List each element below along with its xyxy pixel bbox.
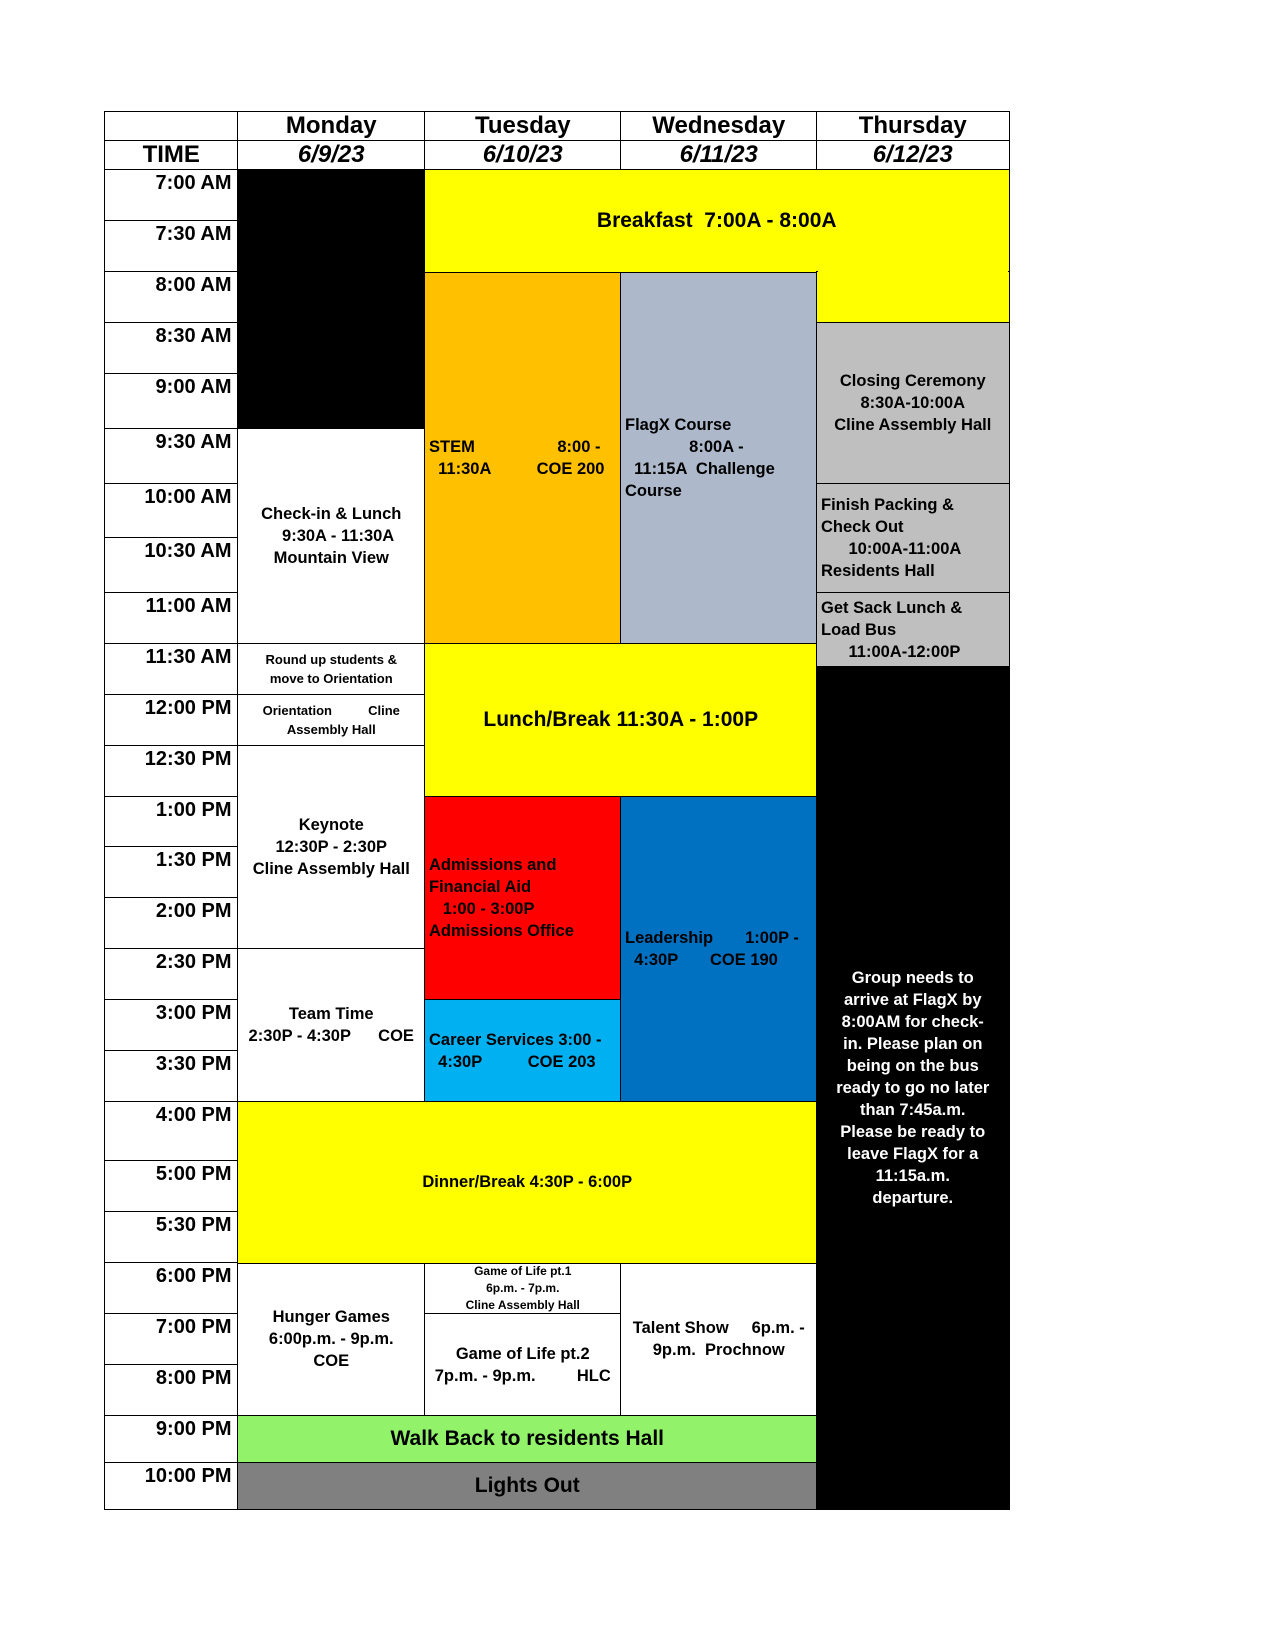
career-services-event-line: Career Services 3:00 - bbox=[429, 1030, 602, 1049]
time-slot: 2:00 PM bbox=[104, 897, 239, 950]
group-note-line: 8:00AM for check- bbox=[841, 1012, 984, 1031]
career-services-event-line: 4:30P COE 203 bbox=[429, 1052, 596, 1071]
flagx-course-event-line: FlagX Course bbox=[625, 415, 732, 434]
closing-ceremony-event bbox=[816, 322, 1010, 485]
day-name-wednesday: Wednesday bbox=[620, 111, 818, 142]
group-note-line: Group needs to bbox=[851, 968, 974, 987]
time-slot: 11:30 AM bbox=[104, 643, 239, 696]
day-date-tuesday: 6/10/23 bbox=[424, 140, 622, 171]
roundup-event bbox=[237, 643, 426, 696]
flagx-course-event-line: 8:00A - bbox=[625, 437, 744, 456]
flagx-course-event-line: 11:15A Challenge bbox=[625, 459, 775, 478]
breakfast-event-label: Breakfast 7:00A - 8:00A bbox=[596, 208, 837, 232]
group-note-line: leave FlagX for a bbox=[847, 1144, 979, 1163]
orientation-event-line: Orientation Cline bbox=[262, 703, 400, 719]
time-slot: 1:00 PM bbox=[104, 796, 239, 848]
leadership-event bbox=[620, 796, 818, 1103]
time-slot: 3:00 PM bbox=[104, 999, 239, 1052]
group-note-line: than 7:45a.m. bbox=[860, 1100, 966, 1119]
finish-packing-event-line: Finish Packing & bbox=[821, 496, 954, 515]
breakfast-event bbox=[424, 169, 1010, 273]
hunger-games-event-line: Hunger Games bbox=[272, 1308, 390, 1327]
time-slot: 9:00 PM bbox=[104, 1415, 239, 1464]
dinner-event-label: Dinner/Break 4:30P - 6:00P bbox=[422, 1173, 633, 1192]
finish-packing-event-line: Check Out bbox=[821, 518, 904, 537]
hunger-games-event bbox=[237, 1262, 426, 1417]
finish-packing-event-line: 10:00A-11:00A bbox=[821, 540, 962, 559]
time-slot: 10:00 AM bbox=[104, 483, 239, 539]
group-note bbox=[816, 666, 1010, 1510]
closing-ceremony-event-line: Cline Assembly Hall bbox=[834, 416, 992, 435]
game-of-life-2-event-line: 7p.m. - 9p.m. HLC bbox=[434, 1366, 611, 1385]
time-slot: 8:30 AM bbox=[104, 322, 239, 375]
talent-show-event bbox=[620, 1262, 818, 1417]
game-of-life-1-event-line: 6p.m. - 7p.m. bbox=[486, 1280, 560, 1295]
sack-lunch-event bbox=[816, 592, 1010, 668]
game-of-life-1-event-line: Cline Assembly Hall bbox=[465, 1297, 580, 1312]
finish-packing-event-line: Residents Hall bbox=[821, 562, 935, 581]
time-slot: 7:30 AM bbox=[104, 220, 239, 273]
admissions-event-line: Admissions Office bbox=[429, 922, 574, 941]
lights-out-event-label: Lights Out bbox=[474, 1473, 580, 1497]
time-slot: 5:00 PM bbox=[104, 1160, 239, 1213]
time-slot: 9:30 AM bbox=[104, 428, 239, 485]
walk-back-event-label: Walk Back to residents Hall bbox=[390, 1427, 664, 1451]
sack-lunch-event-line: 11:00A-12:00P bbox=[821, 642, 961, 661]
game-of-life-1-event bbox=[424, 1262, 622, 1315]
sack-lunch-event-line: Get Sack Lunch & bbox=[821, 598, 963, 617]
keynote-event bbox=[237, 745, 426, 950]
monday-blocked bbox=[237, 169, 426, 430]
lunch-event bbox=[424, 643, 818, 798]
day-name-monday: Monday bbox=[237, 111, 426, 142]
flagx-course-event bbox=[620, 271, 818, 645]
team-time-event bbox=[237, 948, 426, 1103]
talent-show-event-line: Talent Show 6p.m. - bbox=[632, 1319, 805, 1338]
time-slot: 8:00 PM bbox=[104, 1364, 239, 1417]
breakfast-extension bbox=[816, 271, 1010, 324]
closing-ceremony-event-line: 8:30A-10:00A bbox=[860, 394, 966, 413]
game-of-life-1-event-line: Game of Life pt.1 bbox=[474, 1263, 572, 1278]
time-header-blank bbox=[104, 111, 239, 142]
hunger-games-event-line: 6:00p.m. - 9p.m. bbox=[268, 1330, 394, 1349]
leadership-event-line: Leadership 1:00P - bbox=[625, 929, 799, 948]
game-of-life-2-event-line: Game of Life pt.2 bbox=[455, 1344, 590, 1363]
time-slot: 10:00 PM bbox=[104, 1462, 239, 1510]
time-slot: 9:00 AM bbox=[104, 373, 239, 430]
time-slot: 6:00 PM bbox=[104, 1262, 239, 1315]
hunger-games-event-line: COE bbox=[313, 1352, 350, 1371]
orientation-event bbox=[237, 694, 426, 747]
time-slot: 12:30 PM bbox=[104, 745, 239, 798]
admissions-event-line: 1:00 - 3:00P bbox=[429, 900, 535, 919]
team-time-event-line: Team Time bbox=[288, 1005, 374, 1024]
day-name-tuesday: Tuesday bbox=[424, 111, 622, 142]
roundup-event-line: move to Orientation bbox=[269, 671, 393, 687]
talent-show-event-line: 9p.m. Prochnow bbox=[652, 1341, 785, 1360]
admissions-event-line: Financial Aid bbox=[429, 878, 532, 897]
time-slot: 2:30 PM bbox=[104, 948, 239, 1001]
group-note-line: arrive at FlagX by bbox=[843, 990, 982, 1009]
group-note-line: being on the bus bbox=[846, 1056, 979, 1075]
time-slot: 8:00 AM bbox=[104, 271, 239, 324]
walk-back-event bbox=[237, 1415, 818, 1464]
keynote-event-line: Keynote bbox=[298, 816, 364, 835]
career-services-event bbox=[424, 999, 622, 1103]
group-note-line: 11:15a.m. bbox=[875, 1166, 950, 1185]
time-header-label: TIME bbox=[104, 140, 239, 171]
leadership-event-line: 4:30P COE 190 bbox=[625, 951, 778, 970]
time-slot: 10:30 AM bbox=[104, 537, 239, 594]
admissions-event bbox=[424, 796, 622, 1001]
stem-event-line: STEM 8:00 - bbox=[429, 437, 601, 456]
admissions-event-line: Admissions and bbox=[429, 856, 557, 875]
time-slot: 1:30 PM bbox=[104, 846, 239, 899]
time-slot: 4:00 PM bbox=[104, 1101, 239, 1162]
team-time-event-line: 2:30P - 4:30P COE bbox=[248, 1027, 414, 1046]
day-date-thursday: 6/12/23 bbox=[816, 140, 1010, 171]
sack-lunch-event-line: Load Bus bbox=[821, 620, 897, 639]
keynote-event-line: Cline Assembly Hall bbox=[252, 860, 410, 879]
stem-event bbox=[424, 271, 622, 645]
time-slot: 3:30 PM bbox=[104, 1050, 239, 1103]
finish-packing-event bbox=[816, 483, 1010, 594]
group-note-line: Please be ready to bbox=[840, 1122, 986, 1141]
day-date-monday: 6/9/23 bbox=[237, 140, 426, 171]
breakfast-seam bbox=[818, 270, 1009, 273]
group-note-line: in. Please plan on bbox=[843, 1034, 983, 1053]
checkin-event-line: Mountain View bbox=[273, 549, 389, 568]
game-of-life-2-event bbox=[424, 1313, 622, 1417]
checkin-event bbox=[237, 428, 426, 645]
flagx-course-event-line: Course bbox=[625, 481, 682, 500]
orientation-event-line: Assembly Hall bbox=[286, 722, 376, 738]
lights-out-event bbox=[237, 1462, 818, 1510]
stem-event-line: 11:30A COE 200 bbox=[429, 459, 605, 478]
time-slot: 7:00 AM bbox=[104, 169, 239, 222]
checkin-event-line: 9:30A - 11:30A bbox=[268, 527, 395, 546]
time-slot: 12:00 PM bbox=[104, 694, 239, 747]
roundup-event-line: Round up students & bbox=[265, 652, 397, 668]
keynote-event-line: 12:30P - 2:30P bbox=[275, 838, 388, 857]
time-slot: 7:00 PM bbox=[104, 1313, 239, 1366]
dinner-event bbox=[237, 1101, 818, 1264]
day-date-wednesday: 6/11/23 bbox=[620, 140, 818, 171]
time-slot: 11:00 AM bbox=[104, 592, 239, 645]
day-name-thursday: Thursday bbox=[816, 111, 1010, 142]
group-note-line: ready to go no later bbox=[836, 1078, 990, 1097]
checkin-event-line: Check-in & Lunch bbox=[261, 505, 402, 524]
closing-ceremony-event-line: Closing Ceremony bbox=[839, 372, 986, 391]
time-slot: 5:30 PM bbox=[104, 1211, 239, 1264]
group-note-line: departure. bbox=[872, 1188, 954, 1207]
lunch-event-label: Lunch/Break 11:30A - 1:00P bbox=[483, 708, 759, 732]
